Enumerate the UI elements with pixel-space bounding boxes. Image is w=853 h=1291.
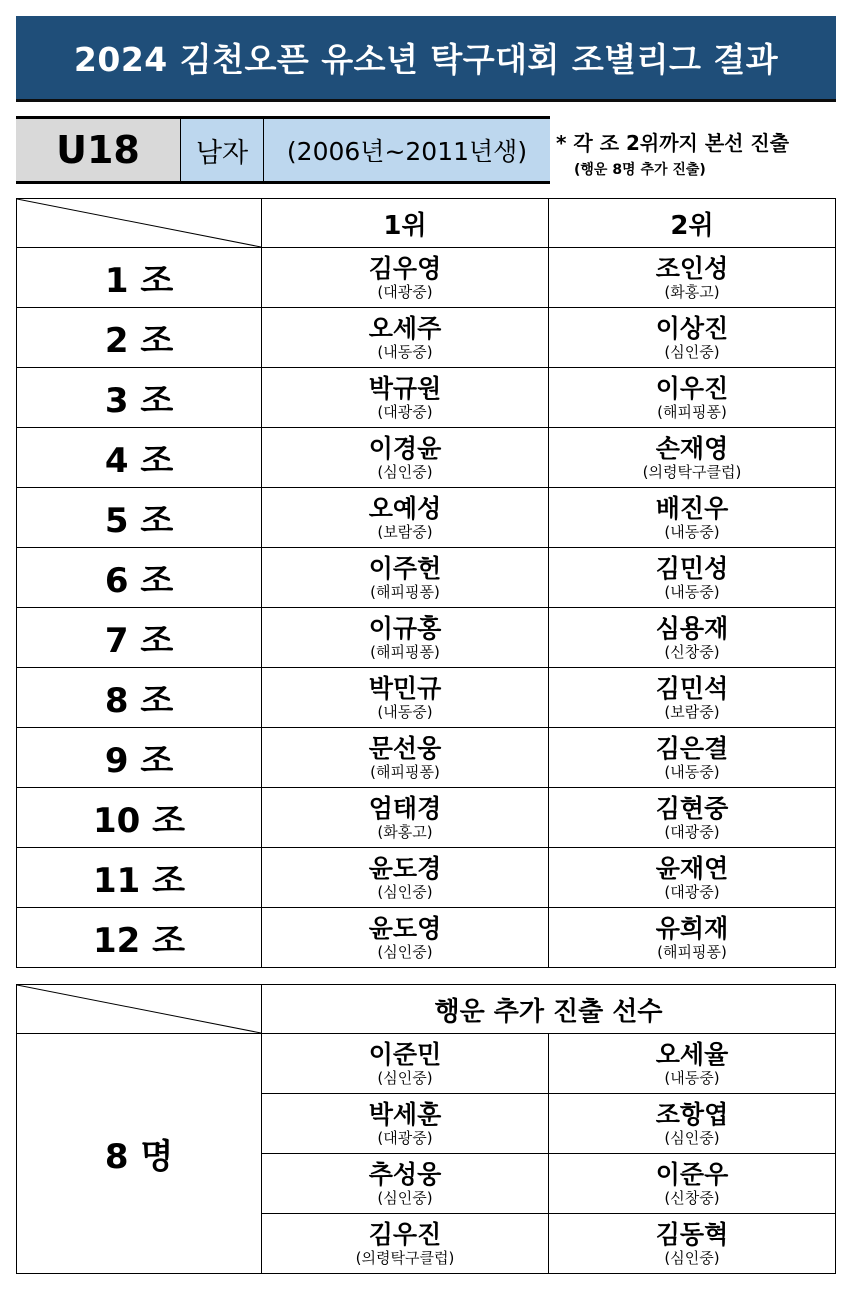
category-label: U18 bbox=[16, 119, 180, 181]
group-row bbox=[17, 908, 836, 968]
page-title: 2024 김천오픈 유소년 탁구대회 조별리그 결과 bbox=[73, 40, 779, 79]
player-club: (대광중) bbox=[664, 822, 720, 841]
player-name: 김은결 bbox=[655, 733, 729, 763]
player-club: (심인중) bbox=[377, 462, 433, 481]
lucky-player-left bbox=[262, 1034, 549, 1094]
lucky-corner-diagonal bbox=[17, 985, 261, 1033]
player-club: (심인중) bbox=[664, 1248, 720, 1267]
group-row bbox=[17, 308, 836, 368]
second-place-cell bbox=[549, 548, 836, 608]
lucky-players-body bbox=[17, 985, 836, 1274]
lucky-player-right bbox=[549, 1214, 836, 1274]
player-club: (대광중) bbox=[377, 1128, 433, 1147]
group-label: 6 조 bbox=[17, 548, 262, 608]
second-place-cell bbox=[549, 848, 836, 908]
group-row bbox=[17, 608, 836, 668]
player-name: 이우진 bbox=[655, 373, 729, 403]
player-name: 조인성 bbox=[655, 253, 729, 283]
player-name: 추성웅 bbox=[368, 1159, 442, 1189]
player-name: 오세주 bbox=[368, 313, 442, 343]
player-name: 박세훈 bbox=[368, 1099, 442, 1129]
player-name: 김우진 bbox=[368, 1219, 442, 1249]
player-name: 이주헌 bbox=[368, 553, 442, 583]
player-name: 박민규 bbox=[368, 673, 442, 703]
corner-diagonal bbox=[17, 199, 261, 247]
player-club: (심인중) bbox=[377, 1188, 433, 1207]
second-place-cell bbox=[549, 308, 836, 368]
second-place-cell bbox=[549, 908, 836, 968]
player-club: (해피핑퐁) bbox=[370, 642, 440, 661]
group-row bbox=[17, 428, 836, 488]
lucky-players-table bbox=[16, 984, 836, 1274]
player-name: 윤재연 bbox=[655, 853, 729, 883]
second-place-cell bbox=[549, 668, 836, 728]
lucky-corner-cell bbox=[17, 985, 262, 1034]
player-club: (내동중) bbox=[377, 702, 433, 721]
group-label: 1 조 bbox=[17, 248, 262, 308]
first-place-cell bbox=[262, 608, 549, 668]
header-second-place: 2위 bbox=[549, 199, 836, 248]
second-place-cell bbox=[549, 248, 836, 308]
player-club: (화홍고) bbox=[664, 282, 720, 301]
lucky-count-label: 8 명 bbox=[17, 1034, 262, 1274]
second-place-cell bbox=[549, 608, 836, 668]
first-place-cell bbox=[262, 728, 549, 788]
lucky-player-left bbox=[262, 1094, 549, 1154]
lucky-player-left bbox=[262, 1214, 549, 1274]
second-place-cell bbox=[549, 488, 836, 548]
player-name: 이준민 bbox=[368, 1039, 442, 1069]
player-name: 유희재 bbox=[655, 913, 729, 943]
group-label: 7 조 bbox=[17, 608, 262, 668]
player-name: 김민석 bbox=[655, 673, 729, 703]
player-name: 김민성 bbox=[655, 553, 729, 583]
player-name: 심용재 bbox=[655, 613, 729, 643]
player-name: 박규원 bbox=[368, 373, 442, 403]
group-label: 8 조 bbox=[17, 668, 262, 728]
player-club: (심인중) bbox=[377, 1068, 433, 1087]
group-row bbox=[17, 548, 836, 608]
player-name: 오예성 bbox=[368, 493, 442, 523]
player-club: (해피핑퐁) bbox=[370, 582, 440, 601]
group-label: 9 조 bbox=[17, 728, 262, 788]
group-results-table bbox=[16, 198, 836, 968]
lucky-row bbox=[17, 1034, 836, 1094]
gender-label: 남자 bbox=[180, 119, 263, 181]
player-club: (해피핑퐁) bbox=[370, 762, 440, 781]
player-name: 이경윤 bbox=[368, 433, 442, 463]
player-name: 오세율 bbox=[655, 1039, 729, 1069]
player-club: (심인중) bbox=[664, 342, 720, 361]
results-header-row bbox=[17, 199, 836, 248]
first-place-cell bbox=[262, 668, 549, 728]
player-club: (심인중) bbox=[377, 882, 433, 901]
player-name: 이상진 bbox=[655, 313, 729, 343]
player-club: (대광중) bbox=[377, 282, 433, 301]
first-place-cell bbox=[262, 248, 549, 308]
player-club: (신창중) bbox=[664, 642, 720, 661]
lucky-advancement-note: (행운 8명 추가 진출) bbox=[574, 162, 706, 178]
player-club: (의령탁구클럽) bbox=[642, 462, 742, 481]
first-place-cell bbox=[262, 848, 549, 908]
player-club: (내동중) bbox=[664, 1068, 720, 1087]
first-place-cell bbox=[262, 788, 549, 848]
first-place-cell bbox=[262, 308, 549, 368]
player-name: 손재영 bbox=[655, 433, 729, 463]
group-row bbox=[17, 848, 836, 908]
lucky-player-right bbox=[549, 1034, 836, 1094]
group-row bbox=[17, 728, 836, 788]
player-name: 김동혁 bbox=[655, 1219, 729, 1249]
group-label: 10 조 bbox=[17, 788, 262, 848]
corner-cell bbox=[17, 199, 262, 248]
player-name: 조항엽 bbox=[655, 1099, 729, 1129]
player-club: (해피핑퐁) bbox=[657, 942, 727, 961]
group-label: 12 조 bbox=[17, 908, 262, 968]
group-label: 5 조 bbox=[17, 488, 262, 548]
player-club: (보람중) bbox=[664, 702, 720, 721]
lucky-player-right bbox=[549, 1154, 836, 1214]
first-place-cell bbox=[262, 488, 549, 548]
player-club: (의령탁구클럽) bbox=[355, 1248, 455, 1267]
group-label: 4 조 bbox=[17, 428, 262, 488]
category-info-row bbox=[16, 116, 550, 184]
lucky-header: 행운 추가 진출 선수 bbox=[262, 985, 836, 1034]
group-row bbox=[17, 368, 836, 428]
player-club: (내동중) bbox=[664, 762, 720, 781]
player-club: (내동중) bbox=[377, 342, 433, 361]
second-place-cell bbox=[549, 428, 836, 488]
group-row bbox=[17, 488, 836, 548]
player-name: 엄태경 bbox=[368, 793, 442, 823]
first-place-cell bbox=[262, 908, 549, 968]
first-place-cell bbox=[262, 368, 549, 428]
player-name: 이규홍 bbox=[368, 613, 442, 643]
lucky-player-right bbox=[549, 1094, 836, 1154]
group-label: 3 조 bbox=[17, 368, 262, 428]
second-place-cell bbox=[549, 368, 836, 428]
player-club: (내동중) bbox=[664, 582, 720, 601]
header-first-place: 1위 bbox=[262, 199, 549, 248]
birth-range-label: (2006년~2011년생) bbox=[263, 119, 550, 181]
player-club: (대광중) bbox=[664, 882, 720, 901]
group-results-body bbox=[17, 199, 836, 968]
group-row bbox=[17, 668, 836, 728]
player-club: (대광중) bbox=[377, 402, 433, 421]
group-label: 11 조 bbox=[17, 848, 262, 908]
player-club: (해피핑퐁) bbox=[657, 402, 727, 421]
player-name: 윤도경 bbox=[368, 853, 442, 883]
second-place-cell bbox=[549, 728, 836, 788]
player-club: (보람중) bbox=[377, 522, 433, 541]
player-club: (신창중) bbox=[664, 1188, 720, 1207]
player-name: 윤도영 bbox=[368, 913, 442, 943]
player-club: (화홍고) bbox=[377, 822, 433, 841]
player-name: 문선웅 bbox=[368, 733, 442, 763]
player-club: (심인중) bbox=[664, 1128, 720, 1147]
advancement-note: * 각 조 2위까지 본선 진출 bbox=[556, 131, 790, 155]
player-club: (심인중) bbox=[377, 942, 433, 961]
player-name: 배진우 bbox=[655, 493, 729, 523]
player-name: 김현중 bbox=[655, 793, 729, 823]
page-title-banner bbox=[16, 16, 836, 102]
first-place-cell bbox=[262, 428, 549, 488]
player-name: 이준우 bbox=[655, 1159, 729, 1189]
second-place-cell bbox=[549, 788, 836, 848]
player-name: 김우영 bbox=[368, 253, 442, 283]
group-row bbox=[17, 788, 836, 848]
lucky-player-left bbox=[262, 1154, 549, 1214]
group-label: 2 조 bbox=[17, 308, 262, 368]
first-place-cell bbox=[262, 548, 549, 608]
group-row bbox=[17, 248, 836, 308]
player-club: (내동중) bbox=[664, 522, 720, 541]
lucky-header-row bbox=[17, 985, 836, 1034]
